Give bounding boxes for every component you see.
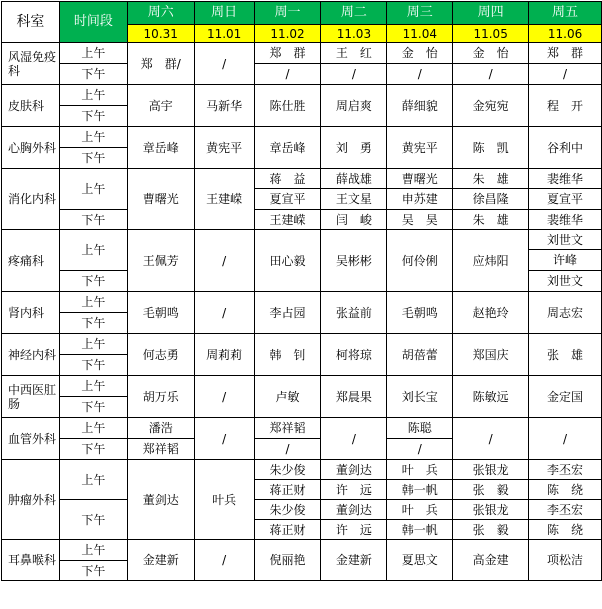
schedule-cell: 何志勇 <box>127 334 194 376</box>
schedule-cell: 许 远 <box>321 480 387 500</box>
schedule-cell: 高金建 <box>453 540 529 581</box>
date-cell: 10.31 <box>127 25 194 43</box>
schedule-cell: 裴维华 <box>529 210 602 230</box>
schedule-cell: 夏思文 <box>387 540 453 581</box>
schedule-cell: 陈敏远 <box>453 376 529 418</box>
schedule-cell: 张 毅 <box>453 520 529 540</box>
schedule-cell: 郑祥韬 <box>254 418 321 439</box>
schedule-cell: 倪丽艳 <box>254 540 321 581</box>
schedule-cell: 李丕宏 <box>529 500 602 520</box>
schedule-cell: 应炜阳 <box>453 230 529 292</box>
dept-name: 肿瘤外科 <box>2 460 60 540</box>
schedule-cell: 薛战雄 <box>321 169 387 189</box>
dept-name: 肾内科 <box>2 292 60 334</box>
schedule-cell: 蒋正财 <box>254 480 321 500</box>
day-header: 周日 <box>194 2 254 25</box>
schedule-cell: 张银龙 <box>453 500 529 520</box>
schedule-cell: 张 毅 <box>453 480 529 500</box>
schedule-cell: 董剑达 <box>321 500 387 520</box>
pm-label: 下午 <box>59 106 127 127</box>
schedule-cell: 郑 群 <box>254 43 321 64</box>
schedule-cell: / <box>194 540 254 581</box>
schedule-cell: / <box>194 230 254 292</box>
schedule-cell: 王佩芳 <box>127 230 194 292</box>
schedule-cell: 项松洁 <box>529 540 602 581</box>
pm-label: 下午 <box>59 313 127 334</box>
schedule-cell: 郑祥韬 <box>127 439 194 460</box>
schedule-cell: 刘世文 <box>529 230 602 250</box>
schedule-cell: / <box>194 418 254 460</box>
schedule-cell: 曹曙光 <box>127 169 194 230</box>
schedule-cell: 许 远 <box>321 520 387 540</box>
schedule-cell: 潘浩 <box>127 418 194 439</box>
schedule-cell: / <box>321 64 387 85</box>
period-header: 时间段 <box>59 2 127 43</box>
day-header: 周六 <box>127 2 194 25</box>
am-label: 上午 <box>59 127 127 148</box>
schedule-cell: 黄宪平 <box>387 127 453 169</box>
schedule-cell: 周莉莉 <box>194 334 254 376</box>
schedule-cell: / <box>194 292 254 334</box>
schedule-cell: 闫 峻 <box>321 210 387 230</box>
schedule-cell: / <box>453 64 529 85</box>
am-label: 上午 <box>59 418 127 439</box>
schedule-cell: 柯将琼 <box>321 334 387 376</box>
schedule-cell: 董剑达 <box>127 460 194 540</box>
am-label: 上午 <box>59 540 127 561</box>
pm-label: 下午 <box>59 210 127 230</box>
schedule-cell: 陈 绕 <box>529 480 602 500</box>
schedule-cell: 刘长宝 <box>387 376 453 418</box>
date-cell: 11.04 <box>387 25 453 43</box>
day-header: 周一 <box>254 2 321 25</box>
schedule-cell: / <box>194 43 254 85</box>
schedule-cell: 吴 昊 <box>387 210 453 230</box>
schedule-cell: 朱少俊 <box>254 460 321 480</box>
pm-label: 下午 <box>59 271 127 292</box>
schedule-cell: 朱 雄 <box>453 169 529 189</box>
schedule-cell: 张银龙 <box>453 460 529 480</box>
schedule-cell: / <box>453 418 529 460</box>
date-cell: 11.06 <box>529 25 602 43</box>
am-label: 上午 <box>59 292 127 313</box>
schedule-cell: 周启爽 <box>321 85 387 127</box>
schedule-cell: 张 雄 <box>529 334 602 376</box>
pm-label: 下午 <box>59 397 127 418</box>
schedule-cell: / <box>254 64 321 85</box>
pm-label: 下午 <box>59 439 127 460</box>
schedule-cell: 毛朝鸣 <box>387 292 453 334</box>
schedule-cell: 何伶俐 <box>387 230 453 292</box>
schedule-cell: 金 怡 <box>387 43 453 64</box>
pm-label: 下午 <box>59 500 127 540</box>
dept-name: 耳鼻喉科 <box>2 540 60 581</box>
pm-label: 下午 <box>59 355 127 376</box>
schedule-cell: 郑晨果 <box>321 376 387 418</box>
schedule-cell: / <box>254 439 321 460</box>
schedule-cell: 夏宣平 <box>254 189 321 210</box>
schedule-cell: 夏宣平 <box>529 189 602 210</box>
schedule-cell: 刘世文 <box>529 271 602 292</box>
schedule-cell: 韩一帆 <box>387 520 453 540</box>
schedule-cell: 王建嵘 <box>254 210 321 230</box>
schedule-cell: 马新华 <box>194 85 254 127</box>
schedule-cell: / <box>387 64 453 85</box>
schedule-cell: / <box>529 64 602 85</box>
schedule-cell: 朱少俊 <box>254 500 321 520</box>
schedule-cell: 许峰 <box>529 250 602 271</box>
am-label: 上午 <box>59 85 127 106</box>
date-cell: 11.03 <box>321 25 387 43</box>
schedule-cell: 周志宏 <box>529 292 602 334</box>
schedule-cell: 郑国庆 <box>453 334 529 376</box>
am-label: 上午 <box>59 334 127 355</box>
schedule-cell: 叶兵 <box>194 460 254 540</box>
date-cell: 11.05 <box>453 25 529 43</box>
schedule-cell: 王文星 <box>321 189 387 210</box>
schedule-cell: 黄宪平 <box>194 127 254 169</box>
dept-name: 消化内科 <box>2 169 60 230</box>
schedule-cell: 毛朝鸣 <box>127 292 194 334</box>
schedule-cell: 曹曙光 <box>387 169 453 189</box>
schedule-cell: 陈 绕 <box>529 520 602 540</box>
schedule-cell: 薛细貌 <box>387 85 453 127</box>
day-header: 周二 <box>321 2 387 25</box>
schedule-cell: 张益前 <box>321 292 387 334</box>
schedule-cell: 裴维华 <box>529 169 602 189</box>
dept-name: 皮肤科 <box>2 85 60 127</box>
schedule-cell: 徐昌隆 <box>453 189 529 210</box>
date-cell: 11.01 <box>194 25 254 43</box>
am-label: 上午 <box>59 460 127 500</box>
schedule-cell: 李占园 <box>254 292 321 334</box>
schedule-cell: 韩一帆 <box>387 480 453 500</box>
dept-name: 疼痛科 <box>2 230 60 292</box>
am-label: 上午 <box>59 169 127 210</box>
schedule-cell: 田心毅 <box>254 230 321 292</box>
schedule-cell: 陈聪 <box>387 418 453 439</box>
schedule-cell: 蒋正财 <box>254 520 321 540</box>
schedule-cell: 胡万乐 <box>127 376 194 418</box>
schedule-cell: 叶 兵 <box>387 500 453 520</box>
schedule-table <box>1 1 602 581</box>
schedule-cell: 王 红 <box>321 43 387 64</box>
schedule-cell: / <box>529 418 602 460</box>
dept-header: 科室 <box>2 2 60 43</box>
pm-label: 下午 <box>59 64 127 85</box>
schedule-cell: 申苏建 <box>387 189 453 210</box>
schedule-cell: 章岳峰 <box>127 127 194 169</box>
schedule-cell: 陈 凯 <box>453 127 529 169</box>
day-header: 周四 <box>453 2 529 25</box>
schedule-cell: 金定国 <box>529 376 602 418</box>
schedule-cell: 吴彬彬 <box>321 230 387 292</box>
schedule-cell: 蒋 益 <box>254 169 321 189</box>
schedule-cell: 胡蓓蕾 <box>387 334 453 376</box>
schedule-cell: 韩 钊 <box>254 334 321 376</box>
day-header: 周五 <box>529 2 602 25</box>
schedule-cell: / <box>321 418 387 460</box>
dept-name: 中西医肛肠 <box>2 376 60 418</box>
schedule-cell: 高宇 <box>127 85 194 127</box>
schedule-cell: 叶 兵 <box>387 460 453 480</box>
schedule-cell: 王建嵘 <box>194 169 254 230</box>
dept-name: 神经内科 <box>2 334 60 376</box>
dept-name: 血管外科 <box>2 418 60 460</box>
schedule-cell: 朱 雄 <box>453 210 529 230</box>
schedule-cell: 郑 群 <box>529 43 602 64</box>
schedule-cell: 卢敏 <box>254 376 321 418</box>
day-header: 周三 <box>387 2 453 25</box>
schedule-cell: 陈仕胜 <box>254 85 321 127</box>
schedule-cell: 董剑达 <box>321 460 387 480</box>
schedule-cell: 金 怡 <box>453 43 529 64</box>
schedule-cell: / <box>194 376 254 418</box>
schedule-cell: 章岳峰 <box>254 127 321 169</box>
am-label: 上午 <box>59 230 127 271</box>
schedule-cell: 金宛宛 <box>453 85 529 127</box>
am-label: 上午 <box>59 376 127 397</box>
schedule-cell: 程 开 <box>529 85 602 127</box>
schedule-cell: 金建新 <box>127 540 194 581</box>
schedule-cell: 谷利中 <box>529 127 602 169</box>
schedule-cell: 刘 勇 <box>321 127 387 169</box>
am-label: 上午 <box>59 43 127 64</box>
schedule-cell: 李丕宏 <box>529 460 602 480</box>
schedule-cell: 金建新 <box>321 540 387 581</box>
date-cell: 11.02 <box>254 25 321 43</box>
dept-name: 心胸外科 <box>2 127 60 169</box>
pm-label: 下午 <box>59 561 127 581</box>
schedule-cell: / <box>387 439 453 460</box>
schedule-cell: 郑 群/ <box>127 43 194 85</box>
pm-label: 下午 <box>59 148 127 169</box>
dept-name: 风湿免疫科 <box>2 43 60 85</box>
schedule-cell: 赵艳玲 <box>453 292 529 334</box>
